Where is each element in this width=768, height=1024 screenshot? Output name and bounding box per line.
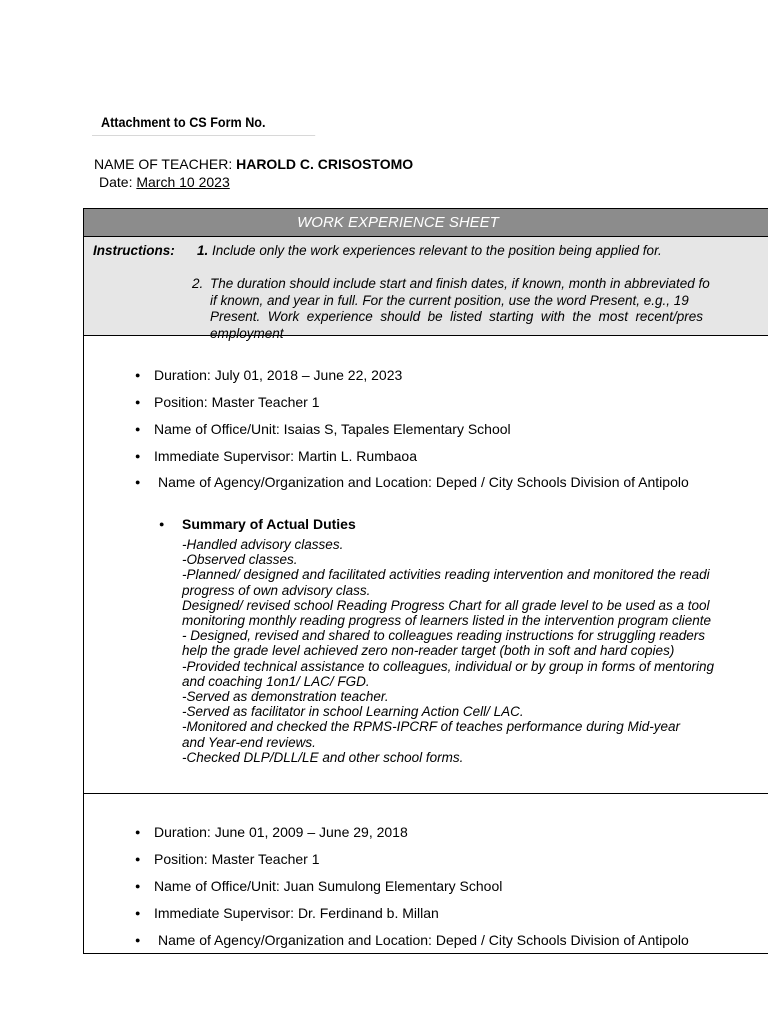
summary-title: Summary of Actual Duties [182, 516, 356, 532]
list-item [137, 905, 439, 921]
duty-line: and Year-end reviews. [182, 734, 316, 750]
instruction-2-line: The duration should include start and finish dates, if known, month in abbreviated fo [210, 276, 710, 291]
list-item [137, 851, 320, 867]
sheet-title: WORK EXPERIENCE SHEET [84, 209, 768, 237]
instruction-2 [192, 276, 768, 342]
supervisor: Immediate Supervisor: Martin L. Rumbaoa [154, 448, 417, 464]
duration: Duration: July 01, 2018 – June 22, 2023 [154, 367, 403, 383]
supervisor: Immediate Supervisor: Dr. Ferdinand b. Millan [154, 905, 439, 921]
duty-line: -Observed classes. [182, 552, 298, 568]
duty-line: -Served as demonstration teacher. [182, 689, 389, 705]
instruction-1 [197, 243, 662, 258]
office: Name of Office/Unit: Isaias S, Tapales Elementary School [154, 421, 511, 437]
instruction-2-number: 2. [192, 276, 204, 291]
instructions-box [84, 237, 768, 341]
duty-line: progress of own advisory class. [182, 582, 371, 598]
teacher-name: HAROLD C. CRISOSTOMO [236, 156, 414, 172]
instruction-2-line: employment [210, 325, 284, 341]
list-item [137, 474, 689, 490]
duties-list [182, 537, 768, 765]
duty-line: and coaching 1on1/ LAC/ FGD. [182, 673, 370, 689]
duty-line: - Designed, revised and shared to colleagues reading instructions for struggling readers [182, 628, 706, 644]
duty-line: -Checked DLP/DLL/LE and other school forms. [182, 749, 464, 765]
duty-line: help the grade level achieved zero non-reader target (both in soft and hard copies) [182, 643, 675, 659]
teacher-line [94, 156, 413, 172]
instruction-2-line: Present. Work experience should be listed starting with the most recent/pres [210, 309, 703, 324]
instruction-2-line: if known, and year in full. For the current position, use the word Present, e.g., 19 [210, 292, 689, 308]
agency: Name of Agency/Organization and Location: Deped / City Schools Division of Antipolo [158, 932, 689, 948]
list-item [137, 421, 511, 437]
duty-line: -Planned/ designed and facilitated activities reading intervention and monitored the readi [182, 567, 710, 583]
list-item [137, 932, 689, 948]
list-item [137, 824, 408, 840]
list-item [137, 448, 417, 464]
list-item [137, 878, 502, 894]
duty-line: -Served as facilitator in school Learning Action Cell/ LAC. [182, 704, 524, 720]
duty-line: monitoring monthly reading progress of learners listed in the intervention program cliente [182, 613, 712, 629]
summary-heading [161, 516, 356, 532]
list-item [137, 394, 320, 410]
instruction-1-number: 1. [197, 243, 209, 258]
duty-line: -Provided technical assistance to colleagues, individual or by group in forms of mentoring [182, 658, 715, 674]
teacher-label: NAME OF TEACHER: [94, 156, 233, 172]
position: Position: Master Teacher 1 [154, 394, 320, 410]
duty-line: Designed/ revised school Reading Progress Chart for all grade level to be used as a tool [182, 597, 710, 613]
work-record-1 [84, 336, 768, 794]
duty-line: -Handled advisory classes. [182, 537, 344, 552]
date-line [99, 174, 230, 190]
work-experience-sheet [83, 208, 768, 954]
work-record-2 [84, 794, 768, 954]
instructions-label: Instructions: [93, 243, 175, 258]
duty-line: -Monitored and checked the RPMS-IPCRF of teaches performance during Mid-year [182, 719, 680, 735]
list-item [137, 367, 402, 383]
agency: Name of Agency/Organization and Location: Deped / City Schools Division of Antipolo [158, 474, 689, 490]
date-value: March 10 2023 [136, 174, 230, 190]
instruction-1-text: Include only the work experiences relevant to the position being applied for. [212, 243, 662, 258]
attachment-label: Attachment to CS Form No. [92, 114, 315, 136]
position: Position: Master Teacher 1 [154, 851, 320, 867]
duration: Duration: June 01, 2009 – June 29, 2018 [154, 824, 408, 840]
office: Name of Office/Unit: Juan Sumulong Elementary School [154, 878, 503, 894]
date-label: Date: [99, 174, 133, 190]
